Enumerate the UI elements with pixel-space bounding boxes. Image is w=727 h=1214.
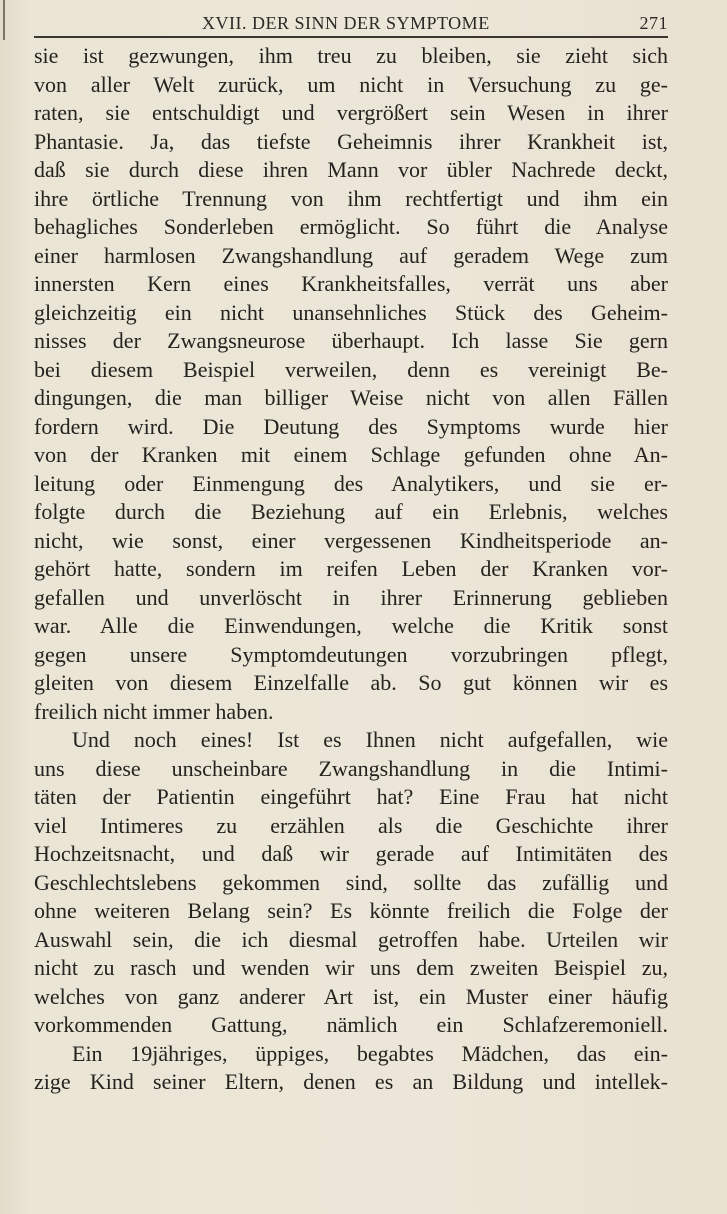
text-line: freilich nicht immer haben. — [34, 698, 274, 724]
running-header — [34, 8, 668, 36]
text-line: täten der Patientin eingeführt hat? Eine Frau hat nicht — [34, 784, 668, 809]
text-line: viel Intimeres zu erzählen als die Geschichte ihrer — [34, 812, 668, 838]
text-line: gefallen und unverlöscht in ihrer Erinnerung geblieben — [34, 584, 668, 610]
text-line: Und noch eines! Ist es Ihnen nicht aufgefallen, wie — [72, 727, 668, 752]
text-line: von aller Welt zurück, um nicht in Versuchung zu ge- — [34, 71, 668, 97]
text-line: Geschlechtslebens gekommen sind, sollte das zufällig und — [34, 869, 668, 895]
text-line: Ein 19jähriges, üppiges, begabtes Mädchen, das ein- — [72, 1040, 668, 1066]
text-line: dingungen, die man billiger Weise nicht von allen Fällen — [34, 385, 668, 410]
page-edge-line — [3, 0, 5, 40]
text-line: folgte durch die Beziehung auf ein Erlebnis, welches — [34, 499, 668, 524]
text-line: bei diesem Beispiel verweilen, denn es vereinigt Be- — [34, 356, 668, 382]
text-line: zige Kind seiner Eltern, denen es an Bildung und intellek- — [34, 1069, 668, 1094]
page-number: 271 — [639, 13, 668, 33]
text-line: sie ist gezwungen, ihm treu zu bleiben, sie zieht sich — [34, 43, 668, 68]
text-line: raten, sie entschuldigt und vergrößert sein Wesen in ihrer — [34, 100, 668, 125]
text-line: Auswahl sein, die ich diesmal getroffen habe. Urteilen wir — [34, 926, 668, 952]
body-text — [34, 42, 668, 1097]
text-line: innersten Kern eines Krankheitsfalles, verrät uns aber — [34, 271, 668, 296]
text-line: gleichzeitig ein nicht unansehnliches Stück des Geheim- — [34, 299, 668, 325]
text-line: fordern wird. Die Deutung des Symptoms wurde hier — [34, 413, 668, 439]
text-line: daß sie durch diese ihren Mann vor übler Nachrede deckt, — [34, 157, 668, 182]
text-line: gleiten von diesem Einzelfalle ab. So gut können wir es — [34, 670, 668, 695]
text-line: welches von ganz anderer Art ist, ein Muster einer häufig — [34, 983, 668, 1009]
text-line: leitung oder Einmengung des Analytikers, und sie er- — [34, 470, 668, 496]
text-line: nicht zu rasch und wenden wir uns dem zweiten Beispiel zu, — [34, 955, 668, 980]
text-line: einer harmlosen Zwangshandlung auf geradem Wege zum — [34, 242, 668, 268]
text-line: ohne weiteren Belang sein? Es könnte freilich die Folge der — [34, 898, 668, 923]
text-line: gegen unsere Symptomdeutungen vorzubringen pflegt, — [34, 641, 668, 667]
running-title: XVII. DER SINN DER SYMPTOME — [202, 13, 490, 33]
text-line: Phantasie. Ja, das tiefste Geheimnis ihrer Krankheit ist, — [34, 128, 668, 154]
text-line: uns diese unscheinbare Zwangshandlung in die Intimi- — [34, 755, 668, 781]
text-line: Hochzeitsnacht, und daß wir gerade auf Intimitäten des — [34, 841, 668, 866]
text-line: nicht, wie sonst, einer vergessenen Kindheitsperiode an- — [34, 527, 668, 553]
text-line: ihre örtliche Trennung von ihm rechtfertigt und ihm ein — [34, 185, 668, 211]
text-line: vorkommenden Gattung, nämlich ein Schlafzeremoniell. — [34, 1012, 668, 1037]
text-line: war. Alle die Einwendungen, welche die Kritik sonst — [34, 613, 668, 638]
text-line: gehört hatte, sondern im reifen Leben der Kranken vor- — [34, 556, 668, 581]
text-line: nisses der Zwangsneurose überhaupt. Ich lasse Sie gern — [34, 328, 668, 353]
header-rule — [34, 36, 668, 38]
text-line: behagliches Sonderleben ermöglicht. So führt die Analyse — [34, 214, 668, 239]
text-line: von der Kranken mit einem Schlage gefunden ohne An- — [34, 442, 668, 467]
